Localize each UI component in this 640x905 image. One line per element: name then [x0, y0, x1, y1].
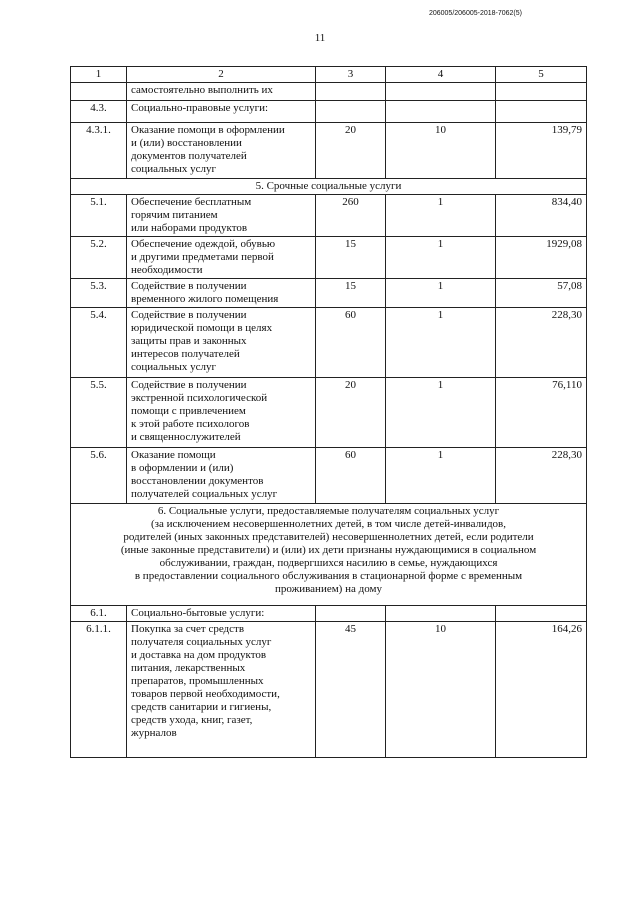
- value-col3: [316, 83, 386, 101]
- row-number: 5.4.: [71, 308, 127, 378]
- value-col3: 60: [316, 448, 386, 504]
- value-col5: [496, 606, 587, 622]
- value-col5: 228,30: [496, 448, 587, 504]
- row-number: 5.1.: [71, 195, 127, 237]
- table-row: [71, 622, 587, 758]
- row-number: 5.6.: [71, 448, 127, 504]
- value-col4: 1: [386, 378, 496, 448]
- section-title: 5. Срочные социальные услуги: [71, 179, 587, 195]
- value-col4: 10: [386, 622, 496, 758]
- row-number: 4.3.1.: [71, 123, 127, 179]
- value-col3: [316, 101, 386, 123]
- value-col4: [386, 83, 496, 101]
- service-name: Содействие в получении экстренной психологической помощи с привлечением к этой работе психологов и священнослужителей: [127, 378, 316, 448]
- value-col3: 15: [316, 279, 386, 308]
- value-col5: 139,79: [496, 123, 587, 179]
- table-row: [71, 123, 587, 179]
- services-table: [70, 66, 587, 758]
- service-name: Содействие в получении временного жилого помещения: [127, 279, 316, 308]
- page-number: 11: [314, 32, 326, 44]
- table-row: [71, 237, 587, 279]
- value-col5: 1929,08: [496, 237, 587, 279]
- table-header-row: [71, 67, 587, 83]
- table-row: [71, 83, 587, 101]
- service-name: Социально-правовые услуги:: [127, 101, 316, 123]
- value-col4: 1: [386, 237, 496, 279]
- value-col5: 76,110: [496, 378, 587, 448]
- column-header: 2: [127, 67, 316, 83]
- value-col4: [386, 606, 496, 622]
- service-name: самостоятельно выполнить их: [127, 83, 316, 101]
- service-name: Покупка за счет средств получателя социальных услуг и доставка на дом продуктов питания, лекарственных препаратов, промышленных товаров первой необходимости, средств санитарии и гигиены, средств ухода, книг, газет, журналов: [127, 622, 316, 758]
- table-row: [71, 378, 587, 448]
- value-col4: 1: [386, 448, 496, 504]
- value-col5: 164,26: [496, 622, 587, 758]
- service-name: Обеспечение бесплатным горячим питанием или наборами продуктов: [127, 195, 316, 237]
- value-col3: 45: [316, 622, 386, 758]
- table-row: [71, 195, 587, 237]
- service-name: Обеспечение одеждой, обувью и другими предметами первой необходимости: [127, 237, 316, 279]
- value-col5: 57,08: [496, 279, 587, 308]
- document-id: 206005/206005-2018-7062(5): [428, 10, 522, 17]
- value-col3: 20: [316, 378, 386, 448]
- table-row: [71, 308, 587, 378]
- column-header: 5: [496, 67, 587, 83]
- table-row: [71, 101, 587, 123]
- value-col3: [316, 606, 386, 622]
- table-row: [71, 279, 587, 308]
- column-header: 4: [386, 67, 496, 83]
- row-number: [71, 83, 127, 101]
- row-number: 6.1.1.: [71, 622, 127, 758]
- value-col4: 10: [386, 123, 496, 179]
- value-col3: 60: [316, 308, 386, 378]
- section-header-row: [71, 179, 587, 195]
- value-col3: 15: [316, 237, 386, 279]
- table-row: [71, 606, 587, 622]
- row-number: 5.2.: [71, 237, 127, 279]
- section-title: 6. Социальные услуги, предоставляемые получателям социальных услуг (за исключением несовершеннолетних детей, в том числе детей-инвалидов, родителей (иных законных представителей) несовершеннолетних детей, если родители (иные законные представители) и (или) их дети признаны нуждающимися в социальном обслуживании, граждан, подвергшихся насилию в семье, нуждающихся в предоставлении социального обслуживания в стационарной форме с временным проживанием) на дому: [71, 504, 587, 606]
- row-number: 4.3.: [71, 101, 127, 123]
- value-col5: [496, 83, 587, 101]
- value-col4: 1: [386, 195, 496, 237]
- value-col5: [496, 101, 587, 123]
- service-name: Оказание помощи в оформлении и (или) восстановлении документов получателей социальных услуг: [127, 448, 316, 504]
- row-number: 6.1.: [71, 606, 127, 622]
- table-row: [71, 448, 587, 504]
- row-number: 5.3.: [71, 279, 127, 308]
- value-col4: [386, 101, 496, 123]
- value-col3: 20: [316, 123, 386, 179]
- service-name: Содействие в получении юридической помощи в целях защиты прав и законных интересов получателей социальных услуг: [127, 308, 316, 378]
- service-name: Социально-бытовые услуги:: [127, 606, 316, 622]
- value-col4: 1: [386, 279, 496, 308]
- value-col3: 260: [316, 195, 386, 237]
- section-header-row: [71, 504, 587, 606]
- row-number: 5.5.: [71, 378, 127, 448]
- service-name: Оказание помощи в оформлении и (или) восстановлении документов получателей социальных услуг: [127, 123, 316, 179]
- column-header: 1: [71, 67, 127, 83]
- column-header: 3: [316, 67, 386, 83]
- value-col5: 228,30: [496, 308, 587, 378]
- value-col5: 834,40: [496, 195, 587, 237]
- value-col4: 1: [386, 308, 496, 378]
